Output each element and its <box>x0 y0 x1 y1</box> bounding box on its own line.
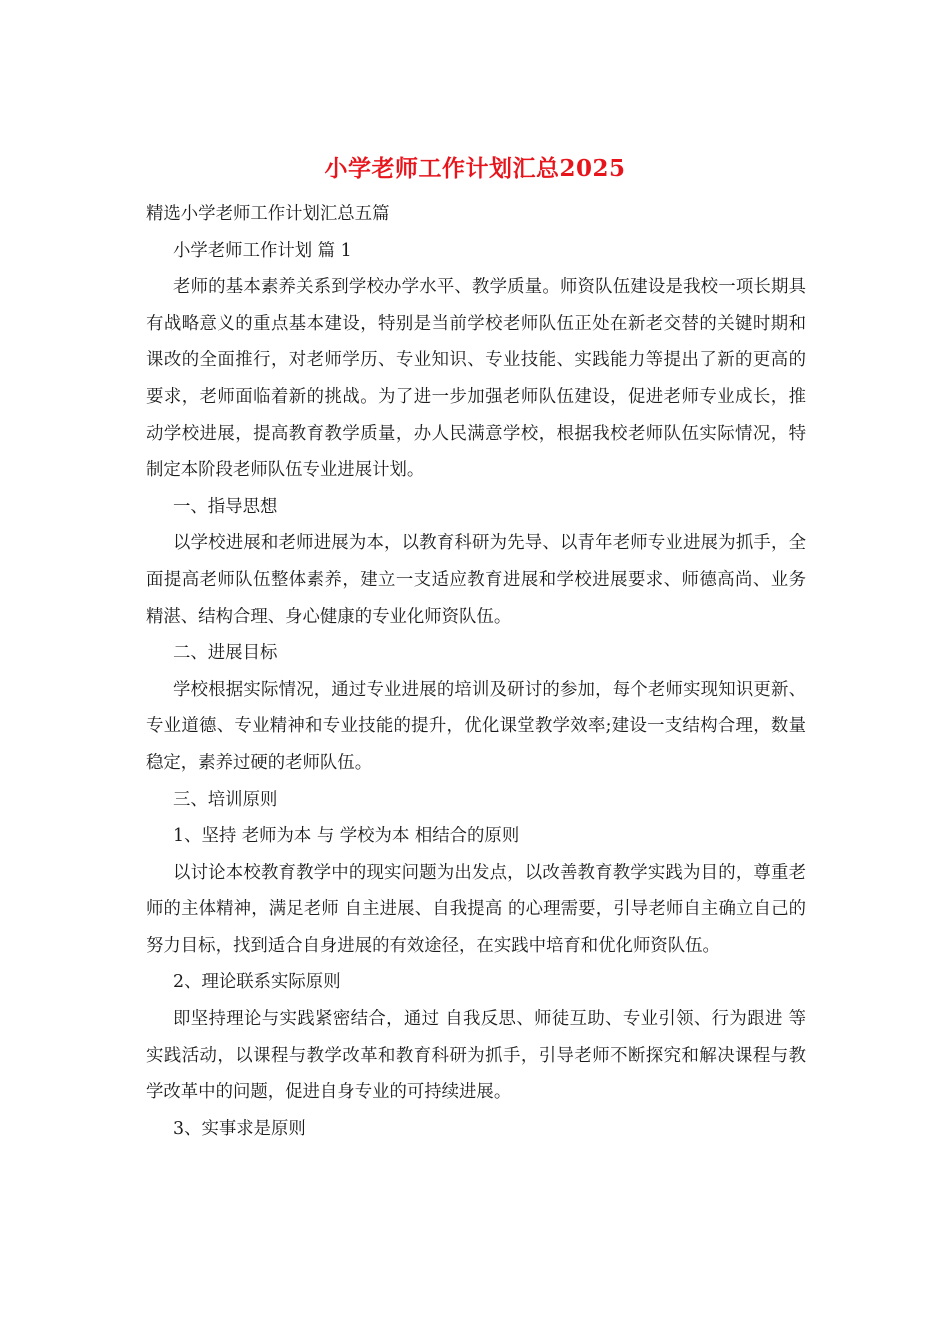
body-paragraph: 以学校进展和老师进展为本，以教育科研为先导、以青年老师专业进展为抓手，全面提高老师队伍整体素养，建立一支适应教育进展和学校进展要求、师德高尚、业务精湛、结构合理、身心健康的专业化师资队伍。 <box>146 533 806 627</box>
subsection-heading: 1、坚持 老师为本 与 学校为本 相结合的原则 <box>173 826 520 847</box>
body-paragraph: 即坚持理论与实践紧密结合，通过 自我反思、师徒互助、专业引领、行为跟进 等实践活动，以课程与教学改革和教育科研为抓手，引导老师不断探究和解决课程与教学改革中的问题，促进自身专业的可持续进展。 <box>146 1009 806 1103</box>
subsection-heading: 3、实事求是原则 <box>173 1118 306 1139</box>
section-heading: 二、进展目标 <box>173 643 278 664</box>
section-heading: 一、指导思想 <box>173 496 278 517</box>
section-heading: 小学老师工作计划 篇 1 <box>173 240 352 261</box>
body-paragraph: 以讨论本校教育教学中的现实问题为出发点，以改善教育教学实践为目的，尊重老师的主体精神，满足老师 自主进展、自我提高 的心理需要，引导老师自主确立自己的努力目标，找到适合自身进展的有效途径，在实践中培育和优化师资队伍。 <box>146 862 806 956</box>
body-paragraph: 学校根据实际情况，通过专业进展的培训及研讨的参加，每个老师实现知识更新、专业道德、专业精神和专业技能的提升，优化课堂教学效率;建设一支结构合理，数量稳定，素养过硬的老师队伍。 <box>146 679 806 773</box>
body-paragraph: 老师的基本素养关系到学校办学水平、教学质量。师资队伍建设是我校一项长期具有战略意义的重点基本建设，特别是当前学校老师队伍正处在新老交替的关键时期和课改的全面推行，对老师学历、专业知识、专业技能、实践能力等提出了新的更高的要求，老师面临着新的挑战。为了进一步加强老师队伍建设，促进老师专业成长，推动学校进展，提高教育教学质量，办人民满意学校，根据我校老师队伍实际情况，特制定本阶段老师队伍专业进展计划。 <box>146 277 806 481</box>
subsection-heading: 2、理论联系实际原则 <box>173 972 341 993</box>
section-heading: 三、培训原则 <box>173 789 278 810</box>
document-subtitle: 精选小学老师工作计划汇总五篇 <box>146 204 390 224</box>
document-body <box>146 196 806 1147</box>
document-title: 小学老师工作计划汇总2025 <box>324 155 626 182</box>
